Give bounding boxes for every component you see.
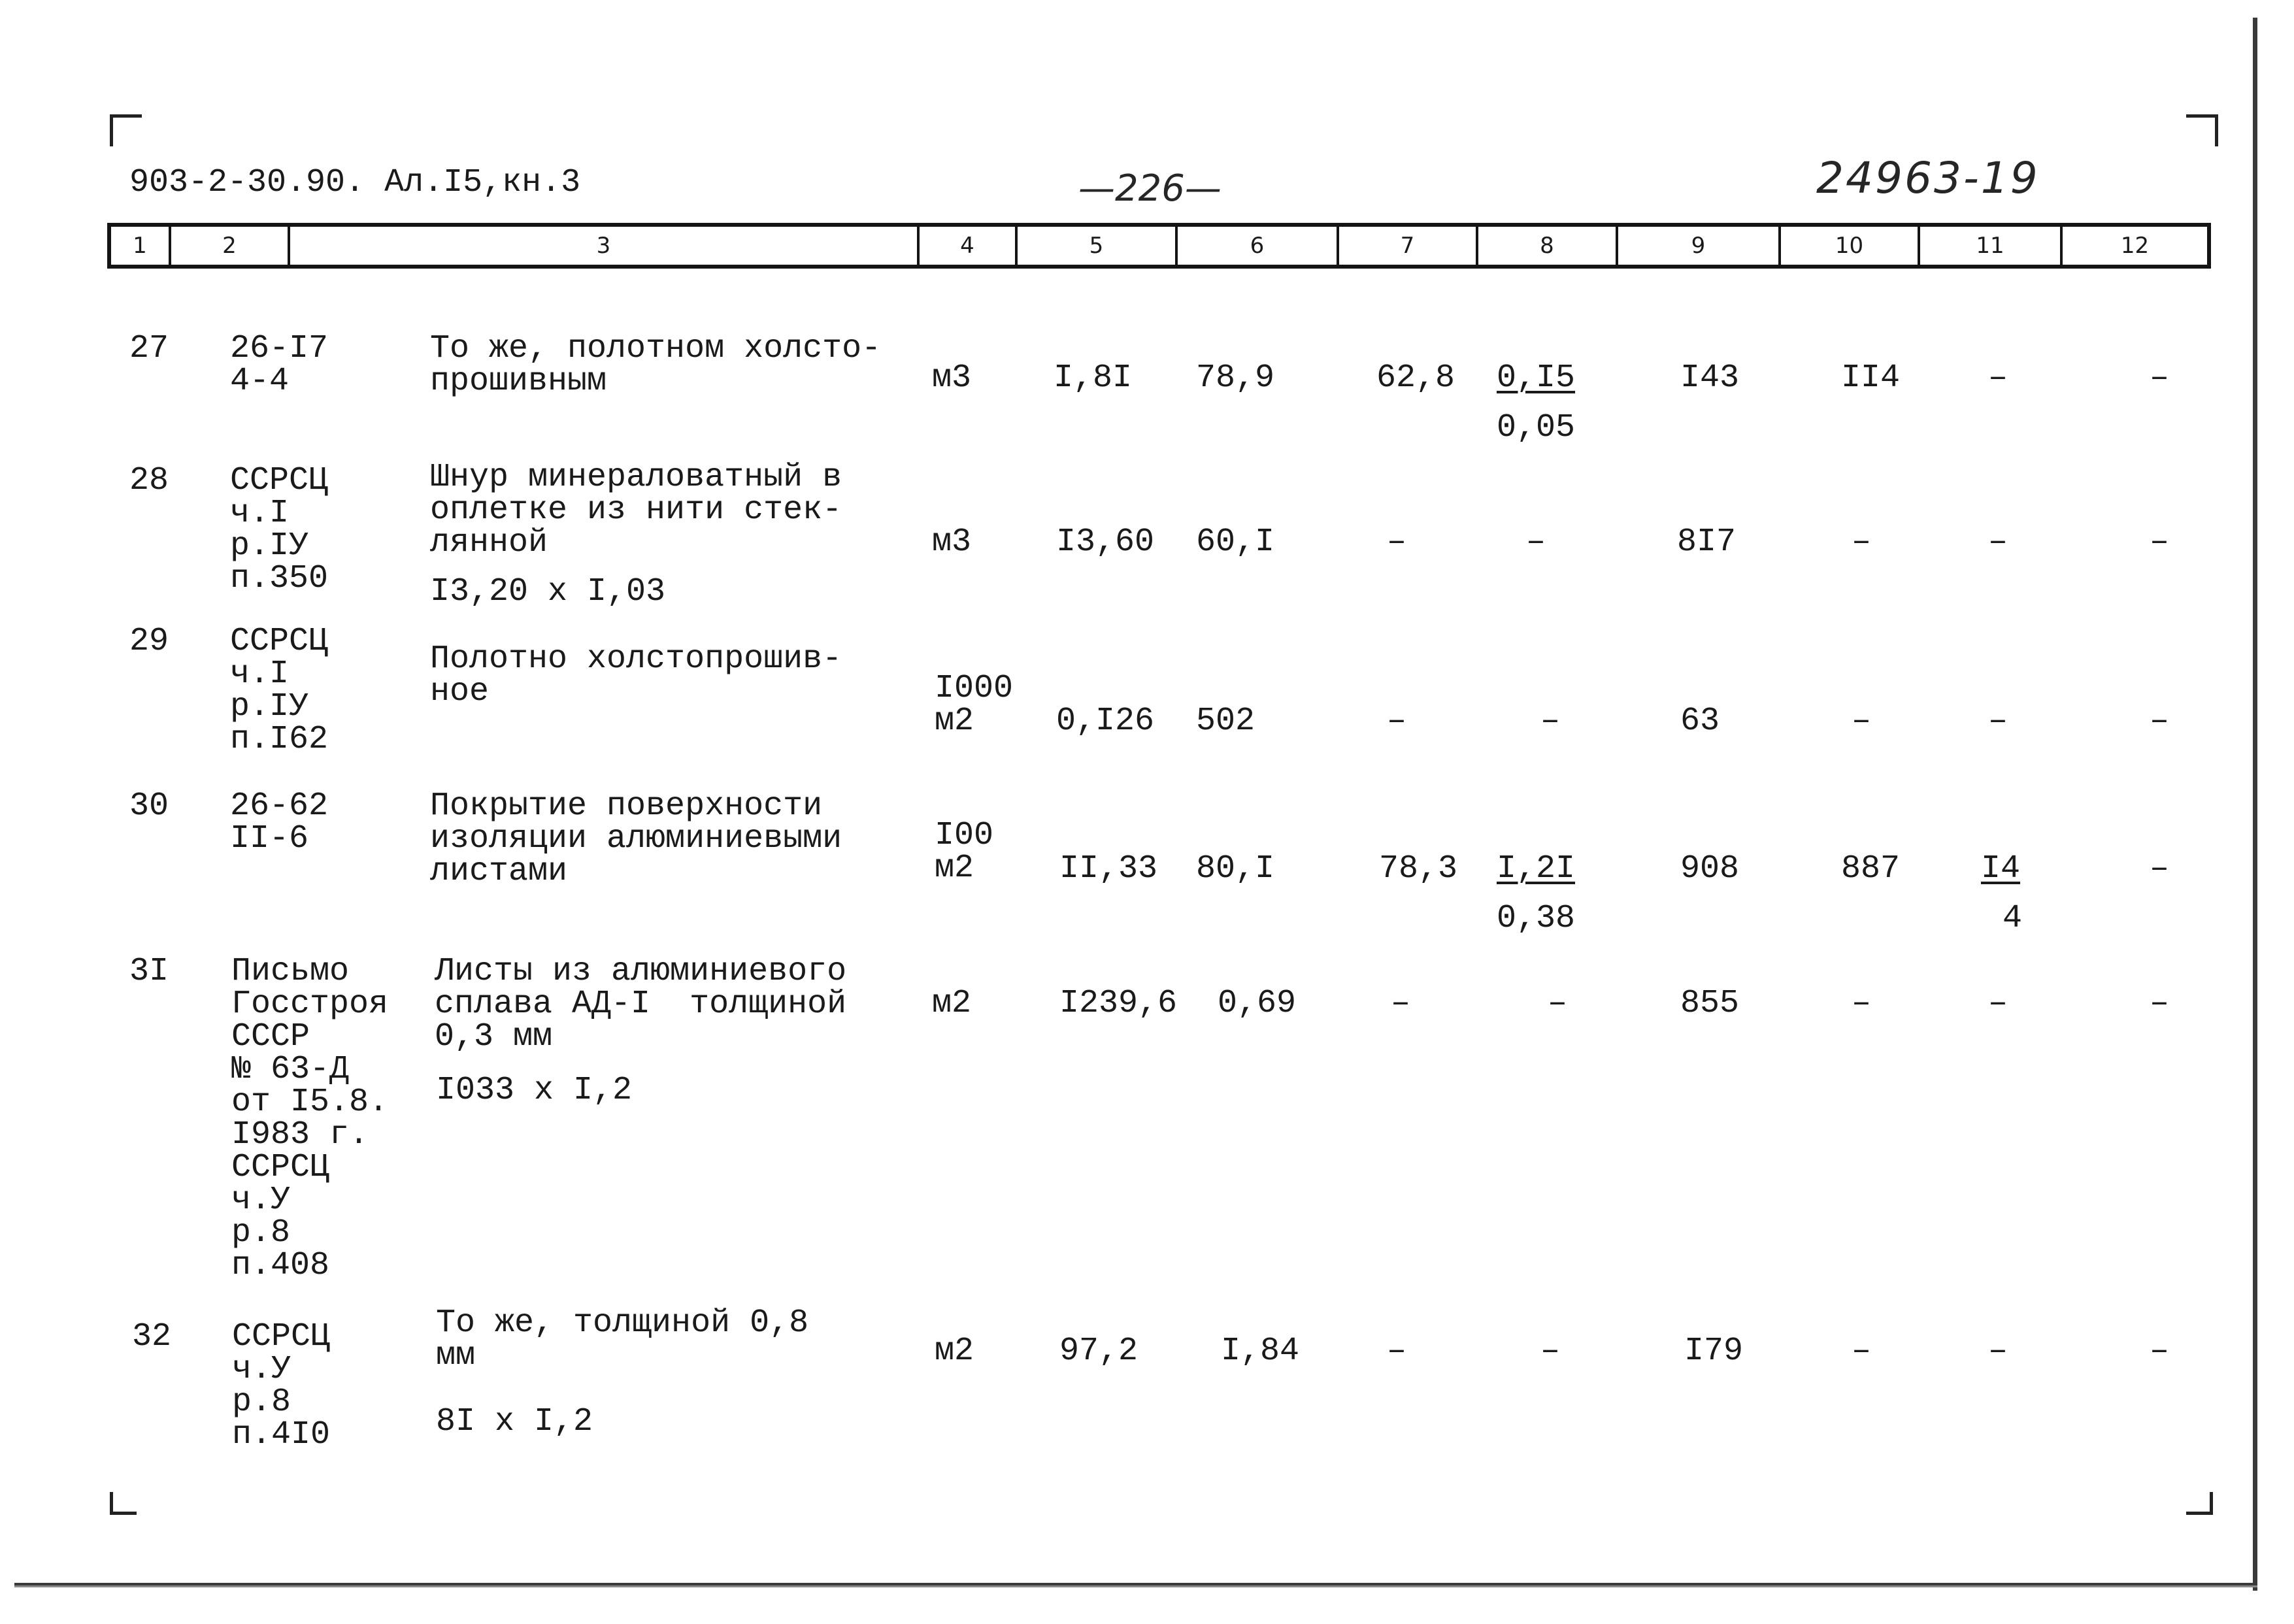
corner-mark-top-right — [2186, 114, 2218, 146]
cell-col6: I,84 — [1221, 1333, 1300, 1370]
row-unit: I000 м2 — [935, 670, 1014, 740]
row-number: 28 — [129, 462, 169, 499]
row-reference: ССРСЦ ч.У р.8 п.4I0 — [232, 1318, 331, 1453]
cell-col11: – — [1988, 359, 2008, 397]
table-row — [0, 787, 2294, 947]
row-description: Полотно холстопрошив- ное — [430, 640, 842, 710]
row-unit: I00 м2 — [935, 817, 994, 887]
cell-col9: 855 — [1680, 985, 1740, 1022]
cell-col10: – — [1852, 703, 1872, 740]
cell-col5: II,33 — [1059, 850, 1158, 887]
cell-col6: 78,9 — [1196, 359, 1275, 397]
cell-col6: 502 — [1196, 703, 1255, 740]
cell-col11: – — [1988, 1333, 2008, 1370]
row-number: 29 — [129, 623, 169, 660]
column-number: 7 — [1337, 227, 1476, 265]
column-number: 10 — [1778, 227, 1918, 265]
column-number: 5 — [1015, 227, 1175, 265]
column-number: 9 — [1616, 227, 1778, 265]
row-number: 27 — [129, 330, 169, 367]
cell-col5: I239,6 — [1059, 985, 1178, 1022]
cell-col10: II4 — [1841, 359, 1901, 397]
column-number: 12 — [2060, 227, 2207, 265]
document-code: 903-2-30.90. Ал.I5,кн.3 — [129, 164, 581, 201]
row-number: 30 — [129, 787, 169, 825]
row-reference: 26-62 II-6 — [230, 787, 329, 857]
cell-col11: – — [1988, 523, 2008, 561]
row-reference: ССРСЦ ч.I р.IУ п.I62 — [230, 623, 329, 758]
column-number: 8 — [1476, 227, 1616, 265]
table-row — [0, 955, 2294, 1295]
cell-col8: 0,I5 — [1497, 359, 1576, 397]
column-number: 6 — [1175, 227, 1337, 265]
cell-col10: 887 — [1841, 850, 1901, 887]
cell-col9: 8I7 — [1677, 523, 1737, 561]
page-number: —226— — [1078, 167, 1222, 210]
cell-col5: 0,I26 — [1056, 703, 1155, 740]
cell-col6: 80,I — [1196, 850, 1275, 887]
cell-col8-sub: 0,38 — [1497, 900, 1576, 937]
cell-col12: – — [2150, 359, 2170, 397]
cell-col12: – — [2150, 850, 2170, 887]
cell-col12: – — [2150, 985, 2170, 1022]
cell-col12: – — [2150, 523, 2170, 561]
cell-col8: – — [1548, 985, 1568, 1022]
table-row — [0, 330, 2294, 450]
cell-col7: – — [1387, 703, 1407, 740]
corner-mark-top-left — [110, 114, 142, 146]
row-unit: м3 — [932, 523, 972, 561]
cell-col10: – — [1852, 985, 1872, 1022]
row-number: 32 — [132, 1318, 172, 1355]
corner-mark-bottom-right — [2186, 1492, 2213, 1515]
column-number: 1 — [133, 233, 147, 259]
row-calculation: 8I x I,2 — [436, 1403, 593, 1440]
cell-col7: – — [1391, 985, 1411, 1022]
row-description: То же, полотном холсто- прошивным — [430, 330, 882, 400]
row-description: Шнур минераловатный в оплетке из нити стек- лянной — [430, 459, 842, 561]
cell-col9: 63 — [1680, 703, 1720, 740]
column-number: 11 — [1918, 227, 2060, 265]
row-description: Листы из алюминиевого сплава АД-I толщиной 0,3 мм — [435, 953, 847, 1055]
cell-col9: I43 — [1680, 359, 1740, 397]
table-row — [0, 461, 2294, 618]
cell-col6: 0,69 — [1218, 985, 1297, 1022]
cell-col8: – — [1526, 523, 1546, 561]
cell-col9: I79 — [1684, 1333, 1744, 1370]
cell-col9: 908 — [1680, 850, 1740, 887]
cell-col12: – — [2150, 1333, 2170, 1370]
row-reference: Письмо Госстроя СССР № 63-Д от I5.8. I983 г. ССРСЦ ч.У р.8 п.408 — [231, 953, 389, 1284]
cell-col11: – — [1988, 703, 2008, 740]
row-description: То же, толщиной 0,8 мм — [436, 1304, 809, 1374]
cell-col5: I,8I — [1054, 359, 1133, 397]
row-description: Покрытие поверхности изоляции алюминиевыми листами — [430, 787, 842, 890]
row-reference: ССРСЦ ч.I р.IУ п.350 — [230, 462, 329, 597]
row-unit: м2 — [932, 985, 972, 1022]
cell-col7: – — [1387, 523, 1407, 561]
row-unit: м2 — [935, 1333, 974, 1370]
row-unit: м3 — [932, 359, 972, 397]
cell-col11-sub: 4 — [2003, 900, 2023, 937]
cell-col10: – — [1852, 523, 1872, 561]
cell-col8: I,2I — [1497, 850, 1576, 887]
cell-col8: – — [1540, 703, 1561, 740]
cell-col7: 78,3 — [1379, 850, 1458, 887]
column-number: 2 — [169, 227, 288, 265]
table-row — [0, 625, 2294, 782]
row-calculation: I3,20 x I,03 — [430, 573, 666, 610]
cell-col7: – — [1387, 1333, 1407, 1370]
column-number: 4 — [917, 227, 1015, 265]
cell-col10: – — [1852, 1333, 1872, 1370]
cell-col7: 62,8 — [1376, 359, 1455, 397]
cell-col11: I4 — [1981, 850, 2021, 887]
cell-col5: 97,2 — [1059, 1333, 1139, 1370]
column-number-header — [107, 223, 2211, 269]
cell-col12: – — [2150, 703, 2170, 740]
cell-col8-sub: 0,05 — [1497, 409, 1576, 446]
row-number: 3I — [129, 953, 169, 990]
cell-col6: 60,I — [1196, 523, 1275, 561]
cell-col11: – — [1988, 985, 2008, 1022]
sheet-number: 24963-19 — [1816, 153, 2040, 203]
cell-col8: – — [1540, 1333, 1561, 1370]
row-calculation: I033 x I,2 — [436, 1072, 633, 1109]
column-number: 3 — [288, 227, 917, 265]
scan-edge-bottom — [14, 1583, 2257, 1587]
corner-mark-bottom-left — [110, 1492, 137, 1515]
row-reference: 26-I7 4-4 — [230, 330, 329, 400]
table-row — [0, 1304, 2294, 1464]
cell-col5: I3,60 — [1056, 523, 1155, 561]
